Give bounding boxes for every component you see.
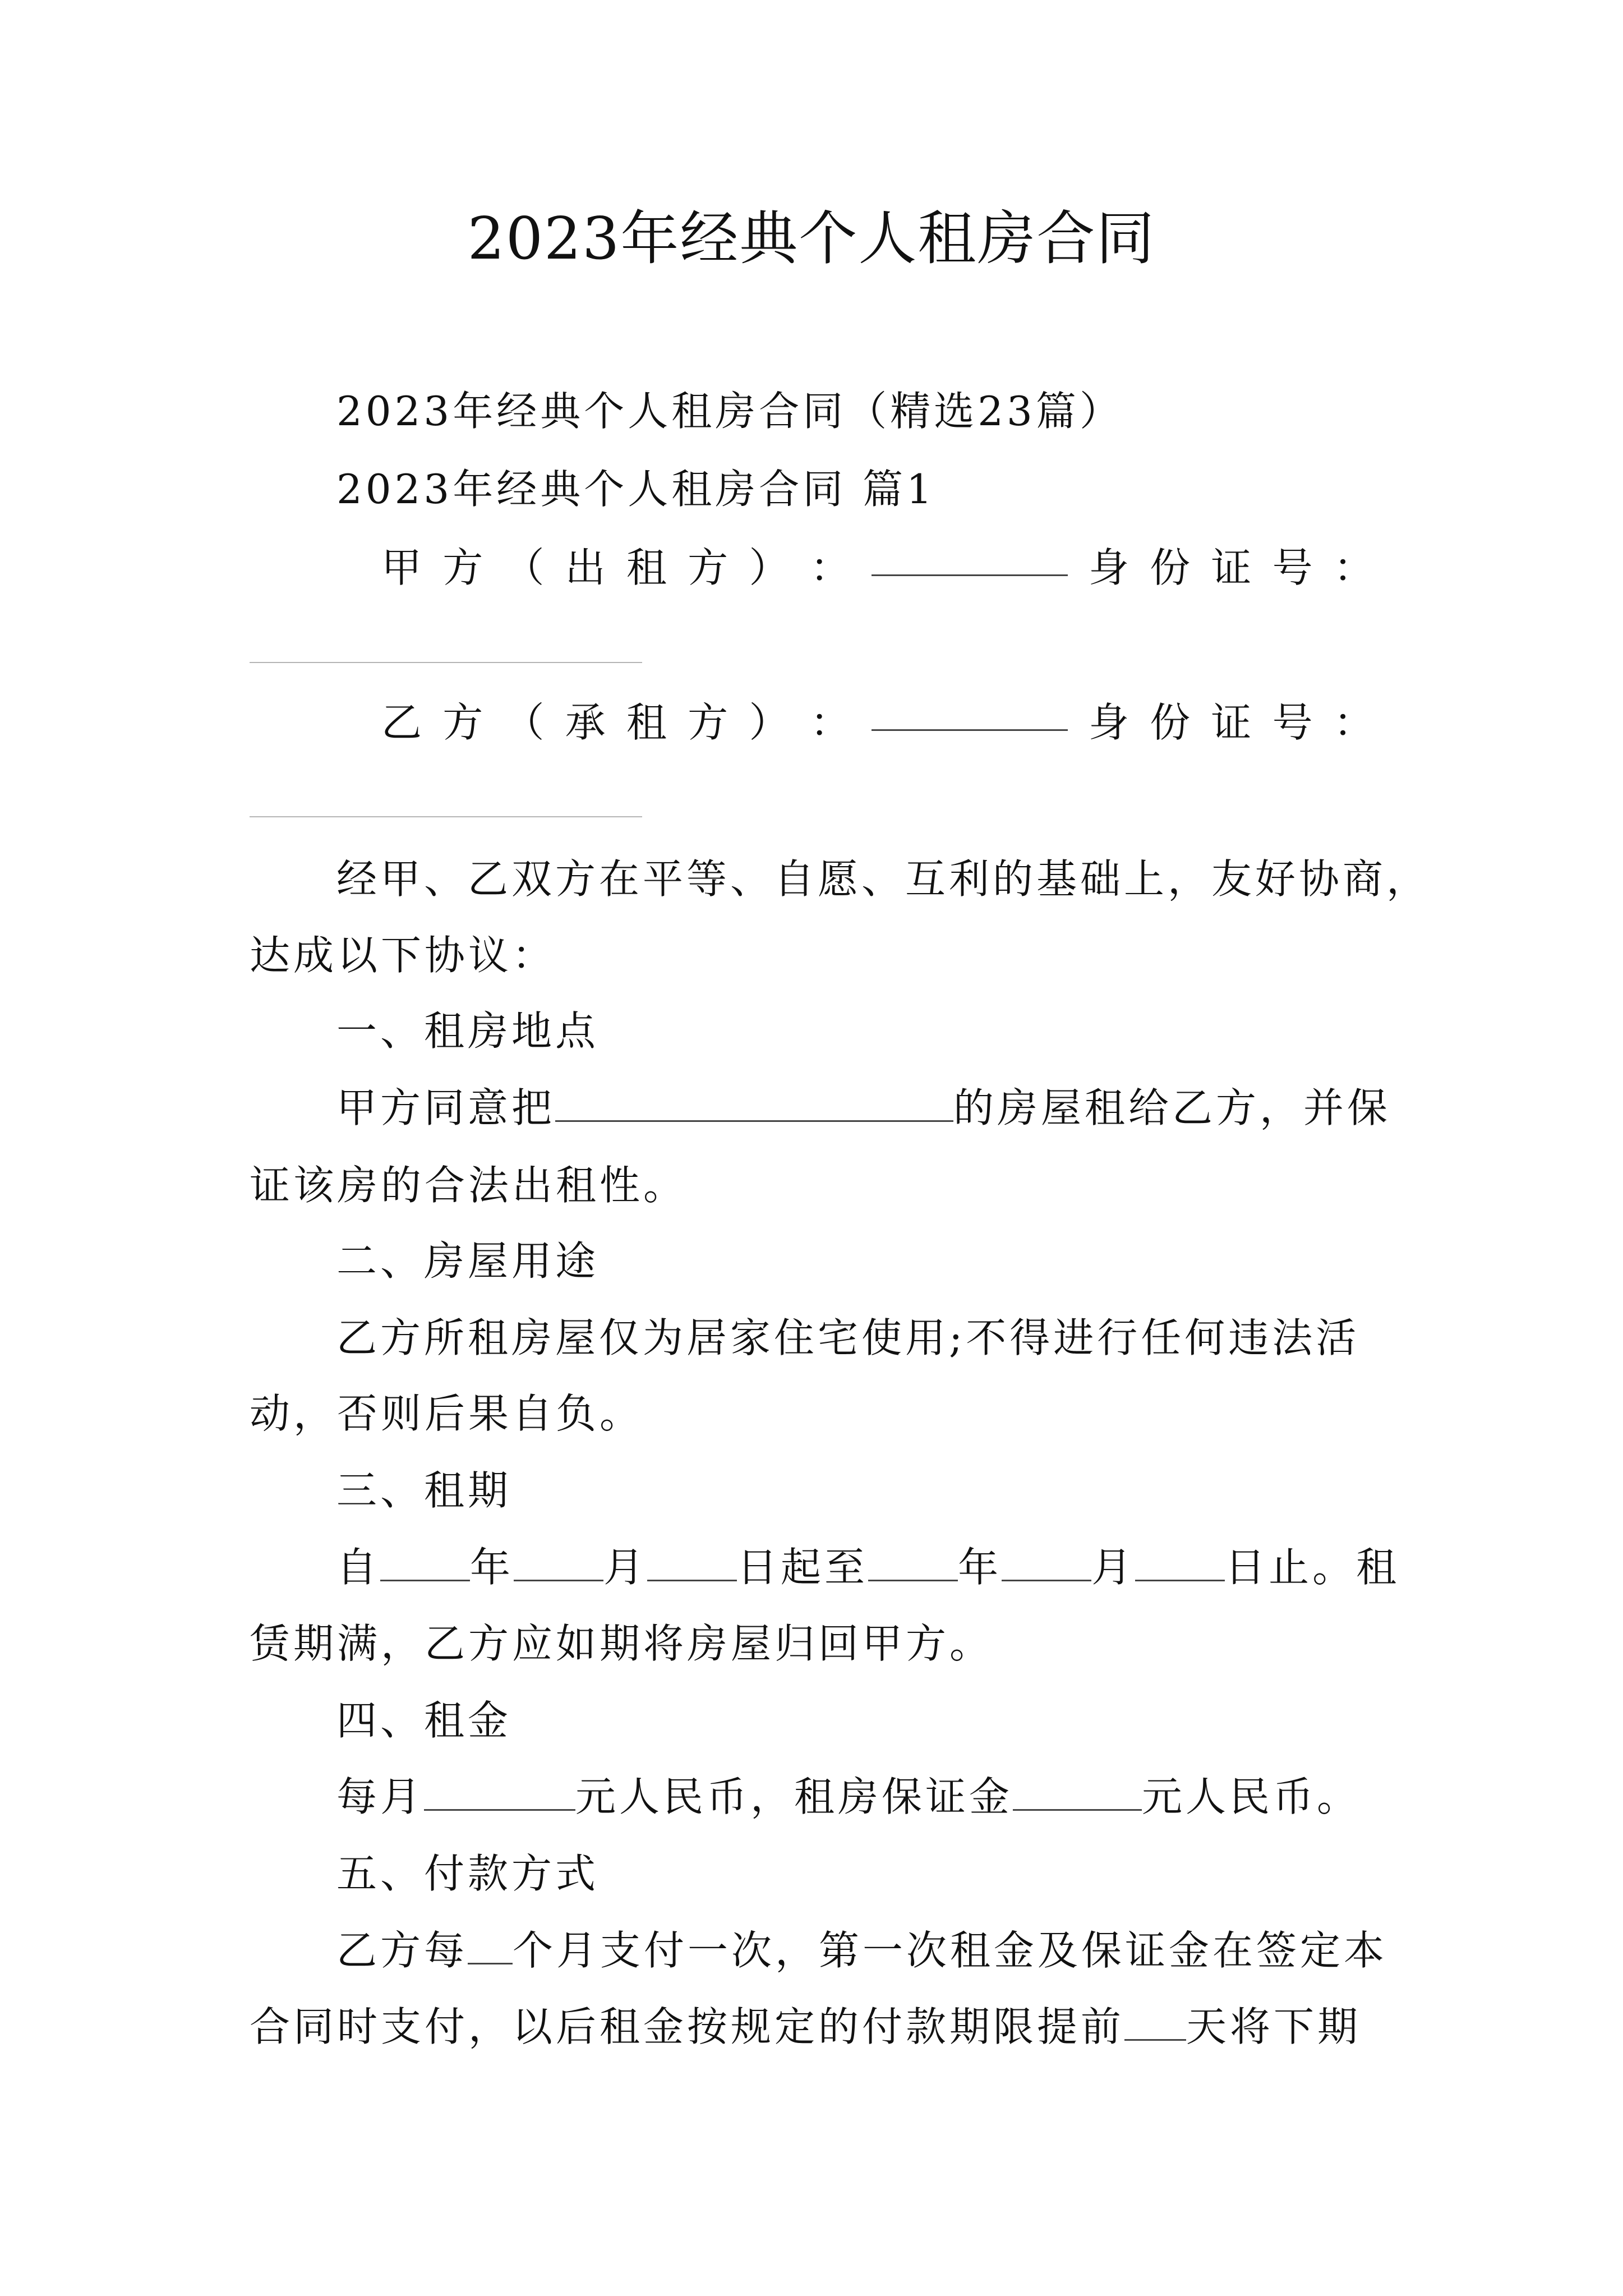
advance-days-blank[interactable] [1124,2004,1186,2041]
party-a-char: 方 [688,544,728,591]
party-a-line [381,540,1374,596]
text-segment: 日起至 [737,1544,869,1591]
section-2-heading: 二、房屋用途 [336,1237,600,1285]
text-segment: 甲方同意把 [336,1084,556,1131]
monthly-rent-blank[interactable] [424,1774,575,1811]
text-segment: 元人民币，租房保证金 [575,1773,1013,1820]
section-4-line [336,1769,1380,1825]
text-segment: 个月支付一次，第一次租金及保证金在签定本 [513,1927,1388,1974]
section-3-line [336,1539,1400,1595]
end-month-blank[interactable] [1002,1545,1091,1581]
section-3-line: 赁期满，乙方应如期将房屋归回甲方。 [250,1620,994,1667]
text-segment: 元人民币。 [1142,1773,1361,1820]
section-5-line [336,1922,1388,1978]
party-a-char: 租 [626,544,667,591]
intro-paragraph-line: 经甲、乙双方在平等、自愿、互利的基础上，友好协商， [336,855,1431,903]
subtitle: 2023年经典个人租房合同（精选23篇） [336,388,1123,435]
party-b-char: （ [504,699,545,746]
deposit-blank[interactable] [1013,1774,1142,1811]
party-b-char: 乙 [381,699,422,746]
text-segment: 年 [958,1544,1002,1591]
id-label-char: 身 [1088,544,1129,591]
party-a-char: （ [504,544,545,591]
start-year-blank[interactable] [380,1545,470,1581]
address-blank[interactable] [555,1085,953,1122]
party-a-char: 方 [442,544,483,591]
document-title: 2023年经典个人租房合同 [467,204,1156,273]
id-label-char: 份 [1150,699,1191,746]
party-b-char: 租 [626,699,667,746]
text-segment: 年 [470,1544,514,1591]
party-a-char: ： [810,544,851,591]
party-b-char: ： [810,699,851,746]
party-b-char: 承 [565,699,606,746]
id-label-char: 证 [1211,544,1252,591]
text-segment: 自 [336,1544,381,1591]
end-year-blank[interactable] [868,1545,958,1581]
party-b-char: 方 [688,699,728,746]
start-month-blank[interactable] [514,1545,603,1581]
id-label-char: ： [1333,544,1374,591]
text-segment: 月 [1091,1544,1136,1591]
id-label-char: ： [1333,699,1374,746]
id-label-char: 号 [1272,699,1313,746]
id-label-char: 号 [1272,544,1313,591]
party-b-char: 方 [442,699,483,746]
party-a-char: 甲 [381,544,422,591]
party-a-char: ） [749,544,790,591]
text-segment: 月 [603,1544,648,1591]
text-segment: 的房屋租给乙方，并保 [953,1084,1391,1131]
id-label-char: 身 [1088,699,1129,746]
section-1-line [336,1080,1391,1136]
section-2-line: 乙方所租房屋仅为居家住宅使用;不得进行任何违法活 [336,1314,1360,1361]
party-a-name-blank[interactable] [872,540,1068,576]
party-b-line [381,694,1374,751]
text-segment: 乙方每 [336,1927,468,1974]
party-b-id-blank[interactable] [250,816,642,817]
text-segment: 天将下期 [1186,2003,1362,2050]
party-b-char: ） [749,699,790,746]
section-5-heading: 五、付款方式 [336,1850,600,1897]
text-segment: 日止。租 [1225,1544,1400,1591]
text-segment: 合同时支付，以后租金按规定的付款期限提前 [250,2003,1125,2050]
section-heading: 2023年经典个人租房合同 篇1 [336,466,935,513]
start-day-blank[interactable] [647,1545,737,1581]
payment-months-blank[interactable] [468,1928,513,1964]
section-1-line: 证该房的合法出租性。 [250,1162,688,1209]
section-3-heading: 三、租期 [336,1467,512,1514]
section-1-heading: 一、租房地点 [336,1007,600,1055]
party-a-char: 出 [565,544,606,591]
id-label-char: 证 [1211,699,1252,746]
section-4-heading: 四、租金 [336,1697,512,1744]
section-2-line: 动，否则后果自负。 [250,1390,644,1437]
party-b-name-blank[interactable] [872,694,1068,731]
text-segment: 每月 [336,1773,425,1820]
party-a-id-blank[interactable] [250,662,642,663]
end-day-blank[interactable] [1135,1545,1225,1581]
section-5-line [250,1999,1380,2055]
intro-paragraph-line: 达成以下协议： [250,932,556,979]
id-label-char: 份 [1150,544,1191,591]
